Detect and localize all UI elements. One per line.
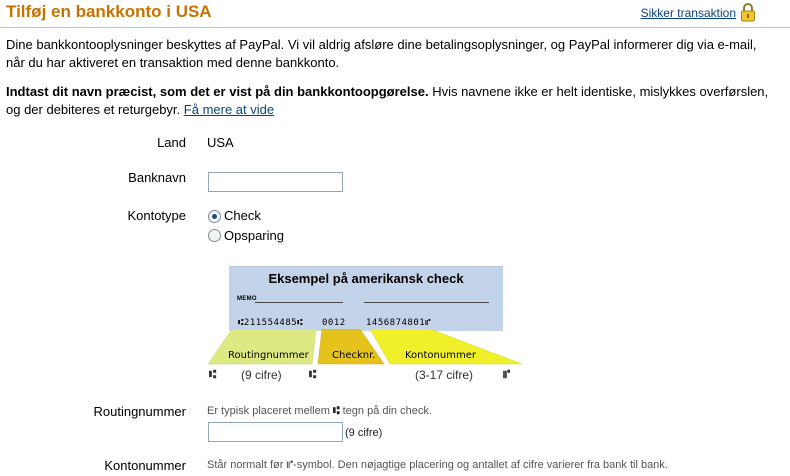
onus-symbol-icon: ⑈	[503, 367, 511, 381]
account-type-check-label[interactable]: Check	[224, 208, 261, 223]
seg-routing-label: Routingnummer	[228, 350, 309, 361]
transit-symbol-left-icon: ⑆	[209, 367, 217, 381]
check-memo-label: MEMO	[237, 296, 257, 302]
check-micr-account: 1456874801⑈	[366, 318, 432, 328]
account-type-check-radio[interactable]	[208, 210, 221, 223]
transit-symbol-right-icon: ⑆	[309, 367, 317, 381]
country-label: Land	[157, 135, 186, 150]
check-micr-routing: ⑆211554485⑆	[238, 318, 304, 328]
transit-symbol-inline-icon: ⑆	[332, 405, 340, 417]
account-digits-note: (3-17 cifre)	[415, 368, 474, 382]
lock-icon	[740, 3, 756, 22]
check-memo-line	[255, 302, 343, 303]
name-instructions	[6, 83, 776, 119]
routing-help-post: tegn på din check.	[342, 405, 432, 417]
check-micr-check-number: 0012	[322, 318, 346, 328]
routing-number-input[interactable]	[208, 422, 343, 442]
seg-check-label: Checknr.	[332, 350, 376, 361]
seg-account-label: Kontonummer	[405, 350, 476, 361]
page-title: Tilføj en bankkonto i USA	[6, 2, 212, 21]
country-value: USA	[207, 135, 234, 150]
check-example-title: Eksempel på amerikansk check	[268, 271, 464, 286]
account-number-help: Står normalt før ⑈-symbol. Den nøjagtige placering og antallet af cifre varierer fra bank til bank.	[207, 459, 668, 471]
routing-help	[207, 405, 432, 417]
routing-help-pre: Er typisk placeret mellem	[207, 405, 330, 417]
secure-transaction-link[interactable]: Sikker transaktion	[640, 6, 736, 20]
account-number-label: Kontonummer	[104, 458, 186, 473]
routing-number-label: Routingnummer	[93, 404, 186, 419]
bank-name-input[interactable]	[208, 172, 343, 192]
account-type-label: Kontotype	[127, 208, 186, 223]
learn-more-link[interactable]: Få mere at vide	[183, 102, 275, 117]
name-instructions-rest: Hvis navnene ikke er helt identiske, mislykkes overførslen, og der debiteres et returgebyr.	[6, 84, 769, 117]
name-instructions-bold: Indtast dit navn præcist, som det er vist på din bankkontoopgørelse.	[6, 84, 429, 99]
check-signature-line	[364, 302, 489, 303]
bank-name-label: Banknavn	[128, 170, 186, 185]
account-type-savings-label[interactable]: Opsparing	[224, 228, 284, 243]
header-divider	[0, 27, 790, 28]
account-type-savings-radio[interactable]	[208, 229, 221, 242]
routing-number-suffix: (9 cifre)	[345, 427, 383, 439]
intro-text: Dine bankkontooplysninger beskyttes af PayPal. Vi vil aldrig afsløre dine betalingsoplysninger, og PayPal informerer dig via e-mail, når du har aktiveret en transaktion med denne bankkonto.	[6, 37, 757, 70]
routing-digits-note: (9 cifre)	[241, 368, 282, 382]
